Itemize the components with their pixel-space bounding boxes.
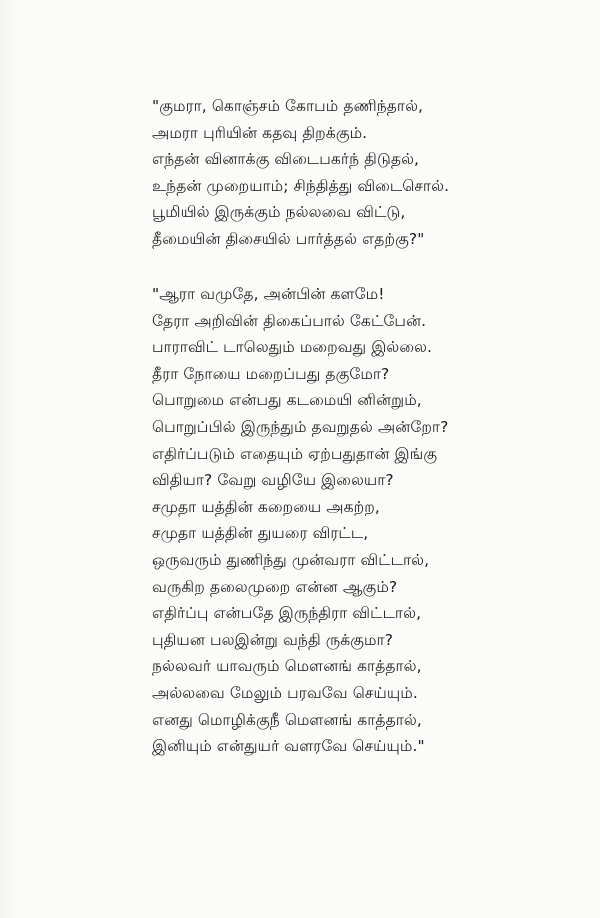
stanza-1	[152, 93, 572, 253]
verse-line: எதிர்ப்படும் எதையும் ஏற்பதுதான் இங்கு	[152, 444, 438, 463]
verse-line: பொறுமை என்பது கடமையி னின்றும்,	[152, 391, 422, 410]
verse-line: எனது மொழிக்குநீ மௌனங் காத்தால்,	[152, 710, 422, 729]
verse-line: சமுதா யத்தின் கறையை அகற்ற,	[152, 497, 380, 516]
verse-line: ஒருவரும் துணிந்து முன்வரா விட்டால்,	[152, 550, 430, 569]
verse-line: அல்லவை மேலும் பரவவே செய்யும்.	[152, 683, 418, 702]
verse-line: எதிர்ப்பு என்பதே இருந்திரா விட்டால்,	[152, 604, 422, 623]
verse-line: இனியும் என்துயர் வளரவே செய்யும்."	[152, 737, 425, 756]
verse-line: பாராவிட் டாலெதும் மறைவது இல்லை.	[152, 338, 433, 357]
verse-line: பொறுப்பில் இருந்தும் தவறுதல் அன்றோ?	[152, 417, 449, 436]
verse-line: தீமையின் திசையில் பார்த்தல் எதற்கு?"	[152, 229, 425, 248]
verse-line: அமரா புரியின் கதவு திறக்கும்.	[152, 123, 368, 142]
verse-line: "ஆரா வமுதே, அன்பின் களமே!	[152, 285, 385, 303]
verse-line: உந்தன் முறையாம்; சிந்தித்து விடைசொல்.	[152, 176, 450, 195]
verse-line: எந்தன் வினாக்கு விடைபகர்ந் திடுதல்,	[152, 150, 420, 169]
verse-line: சமுதா யத்தின் துயரை விரட்ட,	[152, 524, 369, 543]
verse-line: தேரா அறிவின் திகைப்பால் கேட்பேன்.	[152, 311, 427, 330]
verse-line: "குமரா, கொஞ்சம் கோபம் தணிந்தால்,	[152, 97, 424, 115]
verse-line: பூமியில் இருக்கும் நல்லவை விட்டு,	[152, 203, 406, 222]
verse-line: நல்லவர் யாவரும் மௌனங் காத்தால்,	[152, 657, 422, 676]
stanza-2	[152, 281, 572, 760]
verse-line: விதியா? வேறு வழியே இலையா?	[152, 471, 394, 490]
verse-line: வருகிற தலைமுறை என்ன ஆகும்?	[152, 577, 398, 596]
verse-line: தீரா நோயை மறைப்பது தகுமோ?	[152, 364, 390, 383]
verse-line: புதியன பலஇன்று வந்தி ருக்குமா?	[152, 630, 394, 649]
